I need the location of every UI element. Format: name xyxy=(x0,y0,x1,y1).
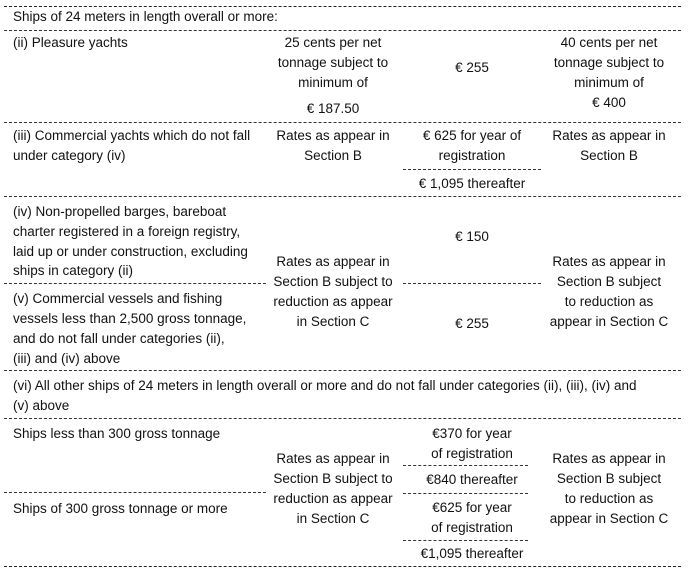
tonnage-col3-large-thereafter: €1,095 thereafter xyxy=(420,546,524,561)
rule-bottom xyxy=(4,566,681,567)
ships-300-or-more-label: Ships of 300 gross tonnage or more xyxy=(13,501,228,516)
rule-col3-inner-r6a xyxy=(403,465,528,466)
pleasure-yachts-col3: € 255 xyxy=(455,60,489,75)
ships-under-300-label: Ships less than 300 gross tonnage xyxy=(13,426,221,441)
rule-below-commercial-vessels xyxy=(4,370,681,371)
commercial-vessels-col3: € 255 xyxy=(455,316,489,331)
commercial-yachts-col3-thereafter: € 1,095 thereafter xyxy=(418,176,526,191)
rule-col3-inner-r3 xyxy=(403,169,541,170)
tonnage-col3-small-thereafter: €840 thereafter xyxy=(426,472,518,487)
table-header: Ships of 24 meters in length overall or more: xyxy=(13,9,278,24)
rule-below-commercial-yachts xyxy=(4,196,681,197)
barges-col3: € 150 xyxy=(455,229,489,244)
rule-below-header xyxy=(4,30,681,31)
rule-below-pleasure-yachts xyxy=(4,122,681,123)
rule-below-all-other-ships xyxy=(4,418,681,419)
rule-col3-inner-r6b xyxy=(403,493,528,494)
rule-col3-inner-r4 xyxy=(403,283,541,284)
rule-col3-inner-r6c xyxy=(403,540,528,541)
pleasure-yachts-label: (ii) Pleasure yachts xyxy=(13,35,128,50)
rule-col1-between-iv-v xyxy=(4,283,266,284)
rule-col1-between-ship-sizes xyxy=(4,492,266,493)
